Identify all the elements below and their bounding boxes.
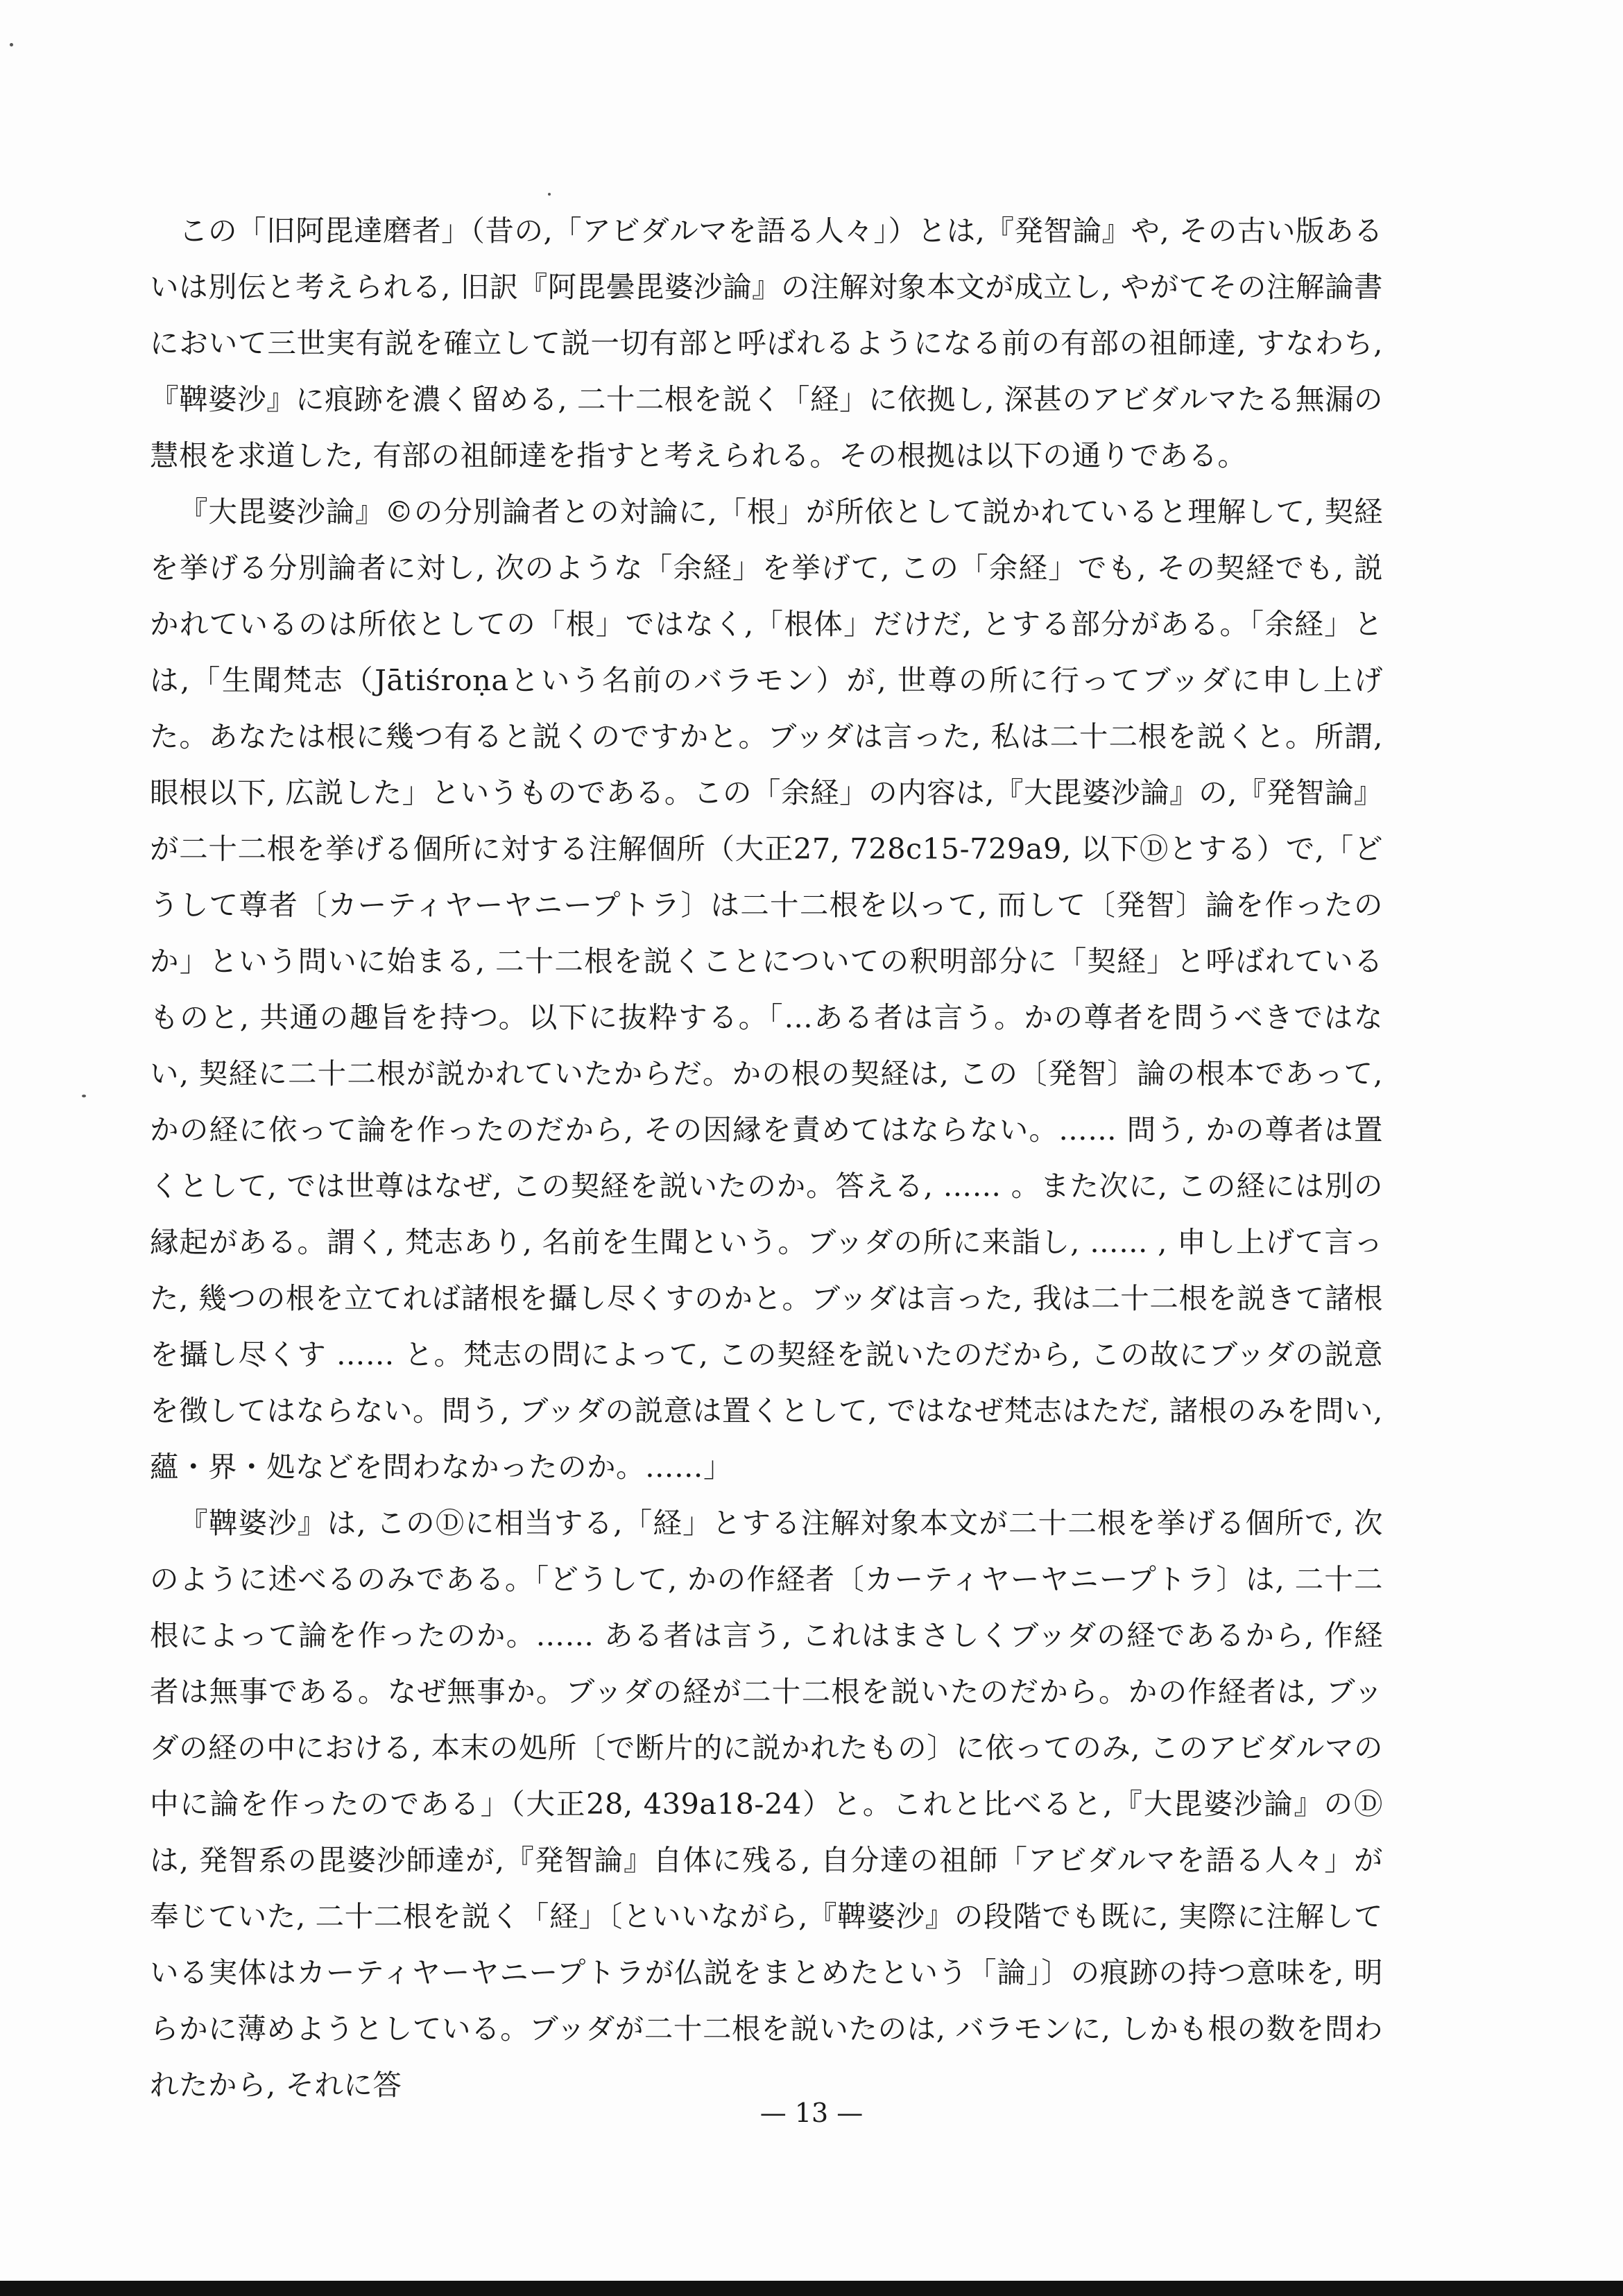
scan-speck [548,193,551,196]
paragraph-3: 『鞞婆沙』は, このⒹに相当する,「経」とする注解対象本文が二十二根を挙げる個所で, 次のように述べるのみである。「どうして, かの作経者〔カーティヤーヤニープトラ〕は, 二十二根によって論を作ったのか。…… ある者は言う, これはまさしくブッダの経であるから, 作経者は無事である。なぜ無事か。ブッダの経が二十二根を説いたのだから。かの作経者は, ブッダの経の中における, 本末の処所〔で断片的に説かれたもの〕に依ってのみ, このアビダルマの中に論を作ったのである」（大正28, 439a18-24）と。これと比べると,『大毘婆沙論』のⒹは, 発智系の毘婆沙師達が,『発智論』自体に残る, 自分達の祖師「アビダルマを語る人々」が奉じていた, 二十二根を説く「経」〔といいながら,『鞞婆沙』の段階でも既に, 実際に注解している実体はカーティヤーヤニープトラが仏説をまとめたという「論」〕の痕跡の持つ意味を, 明らかに薄めようとしている。ブッダが二十二根を説いたのは, バラモンに, しかも根の数を問われたから, それに答 [150,1506,1383,2102]
body-text [150,203,1383,2113]
scan-speck [82,1095,86,1097]
scan-speck [10,43,13,46]
scan-edge-bar [0,2281,1623,2296]
paragraph-2: 『大毘婆沙論』©の分別論者との対論に,「根」が所依として説かれていると理解して, 契経を挙げる分別論者に対し, 次のような「余経」を挙げて, この「余経」でも, その契経でも, 説かれているのは所依としての「根」ではなく,「根体」だけだ, とする部分がある。「余経」とは,「生聞梵志（Jātiśroṇaという名前のバラモン）が, 世尊の所に行ってブッダに申し上げた。あなたは根に幾つ有ると説くのですかと。ブッダは言った, 私は二十二根を説くと。所謂, 眼根以下, 広説した」というものである。この「余経」の内容は,『大毘婆沙論』の,『発智論』が二十二根を挙げる個所に対する注解個所（大正27, 728c15-729a9, 以下Ⓓとする）で,「どうして尊者〔カーティヤーヤニープトラ〕は二十二根を以って, 而して〔発智〕論を作ったのか」という問いに始まる, 二十二根を説くことについての釈明部分に「契経」と呼ばれているものと, 共通の趣旨を持つ。以下に抜粋する。「…ある者は言う。かの尊者を問うべきではない, 契経に二十二根が説かれていたからだ。かの根の契経は, この〔発智〕論の根本であって, かの経に依って論を作ったのだから, その因縁を責めてはならない。…… 問う, かの尊者は置くとして, では世尊はなぜ, この契経を説いたのか。答える, …… 。また次に, この経には別の縁起がある。謂く, 梵志あり, 名前を生聞という。ブッダの所に来詣し, …… , 申し上げて言った, 幾つの根を立てれば諸根を攝し尽くすのかと。ブッダは言った, 我は二十二根を説きて諸根を攝し尽くす …… と。梵志の問によって, この契経を説いたのだから, この故にブッダの説意を徴してはならない。問う, ブッダの説意は置くとして, ではなぜ梵志はただ, 諸根のみを問い, 蘊・界・処などを問わなかったのか。……」 [150,495,1383,1484]
page-number: — 13 — [759,2098,864,2128]
paragraph-1: この「旧阿毘達磨者」（昔の,「アビダルマを語る人々」）とは,『発智論』や, その古い版あるいは別伝と考えられる, 旧訳『阿毘曇毘婆沙論』の注解対象本文が成立し, やがてその注解論書において三世実有説を確立して説一切有部と呼ばれるようになる前の有部の祖師達, すなわち,『鞞婆沙』に痕跡を濃く留める, 二十二根を説く「経」に依拠し, 深甚のアビダルマたる無漏の慧根を求道した, 有部の祖師達を指すと考えられる。その根拠は以下の通りである。 [150,214,1383,472]
